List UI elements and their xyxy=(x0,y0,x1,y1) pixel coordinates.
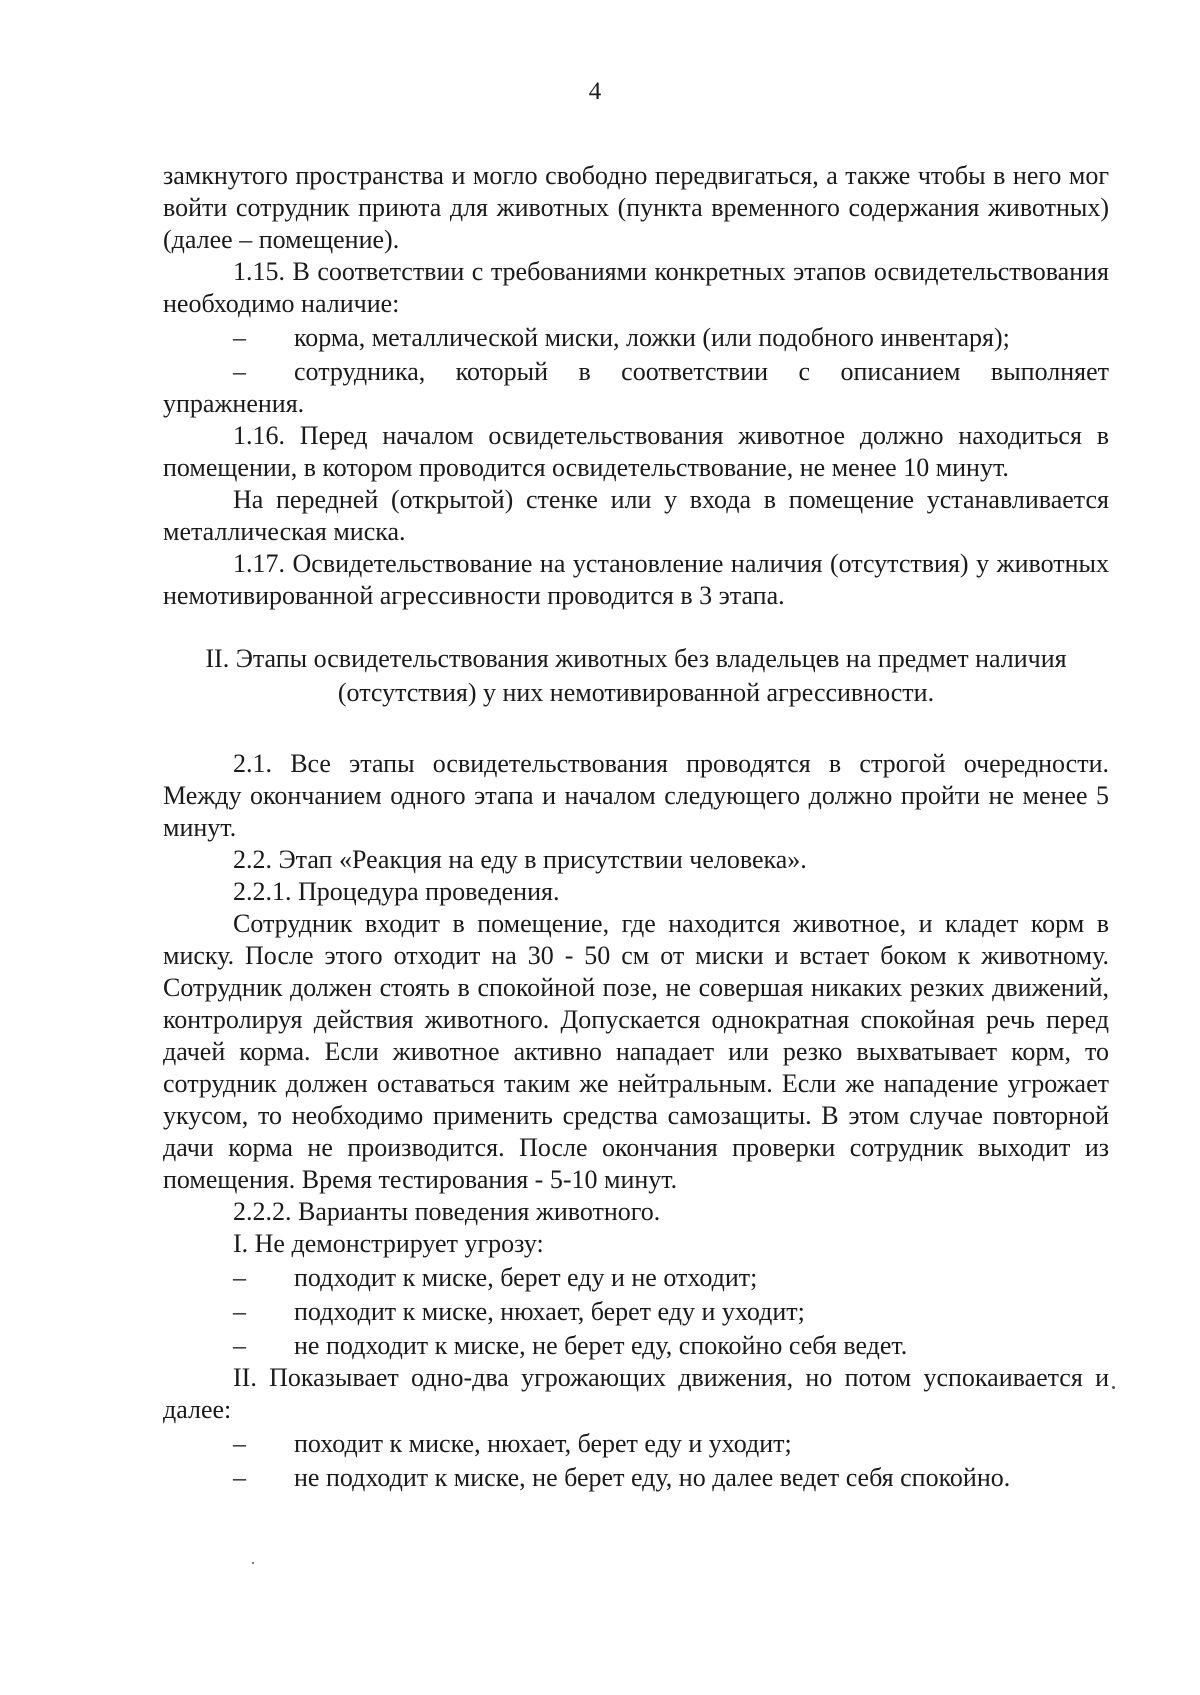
paragraph-2-2-1: 2.2.1. Процедура проведения. xyxy=(233,877,560,906)
dash-bullet: – xyxy=(233,1429,246,1458)
dash-bullet: – xyxy=(233,1331,246,1360)
dash-bullet: – xyxy=(233,1297,246,1326)
list-item xyxy=(163,356,1109,420)
dash-bullet: – xyxy=(233,323,246,352)
list-item xyxy=(163,322,1109,354)
dash-bullet: – xyxy=(233,357,246,386)
list-item-text: не подходит к миске, не берет еду, но далее ведет себя спокойно. xyxy=(294,1463,1011,1492)
list-item xyxy=(163,1296,1109,1328)
dash-bullet: – xyxy=(233,1463,246,1492)
page-number: 4 xyxy=(588,78,602,105)
paragraph-procedure: Сотрудник входит в помещение, где находится животное, и кладет корм в миску. После этого отходит на 30 - 50 см от миски и встает боком к животному. Сотрудник должен стоять в спокойной позе, не совершая никаких резких движений, контролируя действия животного. Допускается однократная спокойная речь перед дачей корма. Если животное активно нападает или резко выхватывает корм, то сотрудник должен оставаться таким же нейтральным. Если же нападение угрожает укусом, то необходимо применить средства самозащиты. В этом случае повторной дачи корма не производится. После окончания проверки сотрудник выходит из помещения. Время тестирования - 5-10 минут. xyxy=(163,909,1109,1194)
list-item-text: подходит к миске, нюхает, берет еду и уходит; xyxy=(294,1297,805,1326)
list-item-text: подходит к миске, берет еду и не отходит; xyxy=(294,1263,758,1292)
paragraph-2-2-2: 2.2.2. Варианты поведения животного. xyxy=(233,1197,661,1226)
paragraph-continuation: замкнутого пространства и могло свободно передвигаться, а также чтобы в него мог войти сотрудник приюта для животных (пункта временного содержания животных) (далее – помещение). xyxy=(163,161,1109,254)
paragraph-variant-2: II. Показывает одно-два угрожающих движения, но потом успокаивается и далее: xyxy=(163,1363,1109,1424)
list-item xyxy=(163,1262,1109,1294)
section-heading: II. Этапы освидетельствования животных без владельцев на предмет наличия (отсутствия) у них немотивированной агрессивности. xyxy=(205,644,1067,707)
paragraph-1-17: 1.17. Освидетельствование на установление наличия (отсутствия) у животных немотивированной агрессивности проводится в 3 этапа. xyxy=(163,549,1109,610)
document-body xyxy=(163,160,1109,1494)
list-item-text: корма, металлической миски, ложки (или подобного инвентаря); xyxy=(294,323,1010,352)
paragraph-2-2: 2.2. Этап «Реакция на еду в присутствии человека». xyxy=(233,845,807,874)
list-item xyxy=(163,1330,1109,1362)
paragraph-bowl: На передней (открытой) стенке или у входа в помещение устанавливается металлическая миска. xyxy=(163,485,1109,546)
list-item xyxy=(163,1462,1109,1494)
paragraph-1-15: 1.15. В соответствии с требованиями конкретных этапов освидетельствования необходимо наличие: xyxy=(163,257,1109,318)
list-item-text: походит к миске, нюхает, берет еду и уходит; xyxy=(294,1429,792,1458)
list-item-text: не подходит к миске, не берет еду, спокойно себя ведет. xyxy=(294,1331,908,1360)
paragraph-variant-1: I. Не демонстрирует угрозу: xyxy=(233,1229,544,1258)
paragraph-1-16: 1.16. Перед началом освидетельствования животное должно находиться в помещении, в котором проводится освидетельствование, не менее 10 минут. xyxy=(163,421,1109,482)
dash-bullet: – xyxy=(233,1263,246,1292)
paragraph-2-1: 2.1. Все этапы освидетельствования проводятся в строгой очередности. Между окончанием одного этапа и началом следующего должно пройти не менее 5 минут. xyxy=(163,749,1109,842)
list-item xyxy=(163,1428,1109,1460)
scan-speck xyxy=(1112,1386,1115,1389)
scan-speck xyxy=(252,1562,254,1564)
list-item-text: сотрудника, который в соответствии с описанием выполняет упражнения. xyxy=(163,357,1109,418)
